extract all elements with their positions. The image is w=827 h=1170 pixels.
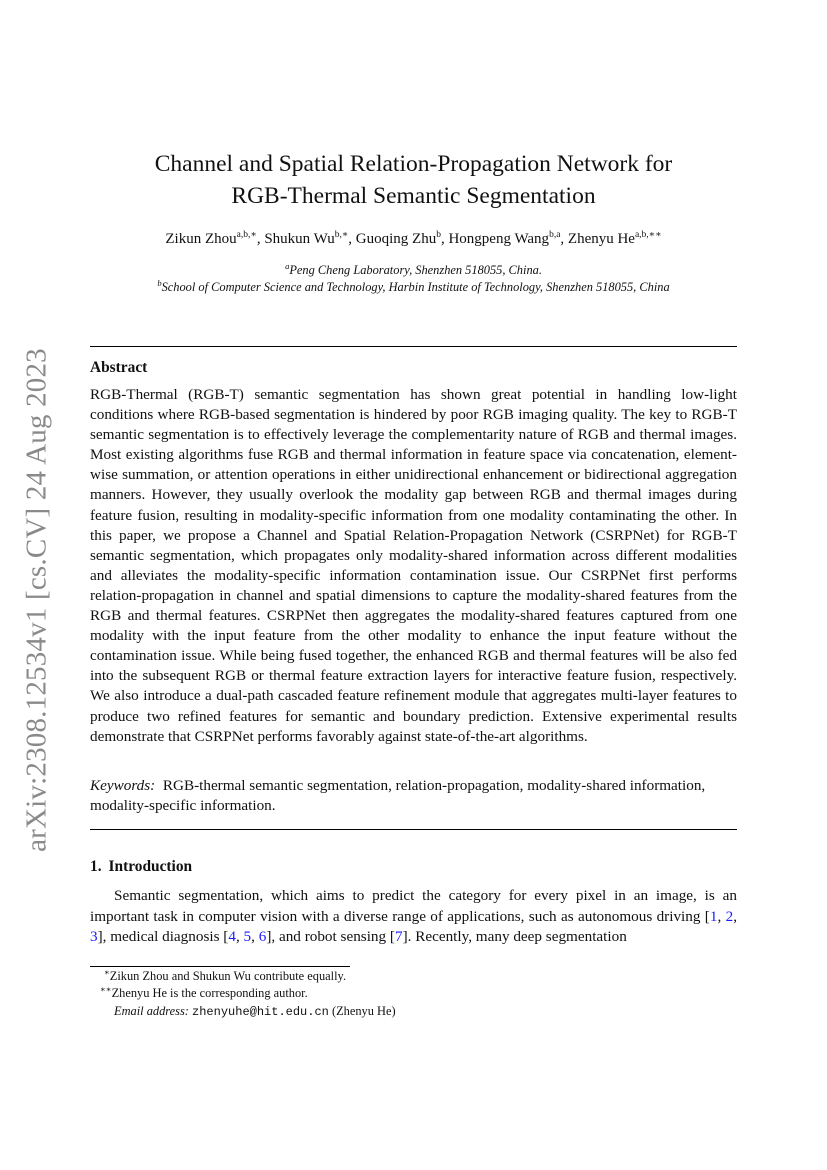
author-affil-mark: b xyxy=(436,230,441,240)
author-separator: , xyxy=(440,231,449,247)
title-line-1: Channel and Spatial Relation-Propagation Network for xyxy=(154,151,673,177)
footnote-mark: ∗ xyxy=(104,967,110,977)
section-heading xyxy=(90,858,192,876)
affiliation-text: Peng Cheng Laboratory, Shenzhen 518055, China. xyxy=(289,263,542,277)
intro-text: Semantic segmentation, which aims to predict the category for every pixel in an image, is an important task in computer vision with a diverse range of applications, such as autonomous driving [ xyxy=(90,887,737,925)
intro-text: ]. Recently, many deep segmentation xyxy=(402,928,627,946)
affiliation-text: School of Computer Science and Technology, Harbin Institute of Technology, Shenzhen 518055, China xyxy=(161,280,670,294)
citation-link[interactable]: 3 xyxy=(90,928,98,946)
intro-text: ], and robot sensing [ xyxy=(266,928,395,946)
author-separator: , xyxy=(348,231,356,247)
author-affil-mark: a,b,∗ xyxy=(236,230,257,240)
author-affil-mark: a,b,∗∗ xyxy=(634,230,662,240)
citation-separator: , xyxy=(235,928,244,946)
intro-text: ], medical diagnosis [ xyxy=(97,928,229,946)
footnote-equal-contribution xyxy=(104,968,396,985)
title-line-2: RGB-Thermal Semantic Segmentation xyxy=(231,183,596,209)
author-affil-mark: b,a xyxy=(549,230,561,240)
author-name: Guoqing Zhu xyxy=(355,231,437,247)
affiliation-a xyxy=(90,263,737,278)
footnote-text: Zikun Zhou and Shukun Wu contribute equally. xyxy=(109,969,347,983)
abstract-top-rule xyxy=(90,346,737,347)
citation-link[interactable]: 2 xyxy=(725,907,734,925)
citation-link[interactable]: 5 xyxy=(243,928,252,946)
footnote-text: Zhenyu He is the corresponding author. xyxy=(111,986,308,1001)
footnotes xyxy=(100,967,396,1021)
footnote-rule xyxy=(90,966,350,967)
citation-separator: , xyxy=(717,907,726,925)
author-name: Zhenyu He xyxy=(567,231,635,247)
citation-separator: , xyxy=(733,907,738,925)
author-name: Hongpeng Wang xyxy=(448,231,550,247)
affiliation-b xyxy=(90,280,737,295)
citation-separator: , xyxy=(251,928,259,946)
author-affil-mark: b,∗ xyxy=(334,230,349,240)
author-separator: , xyxy=(256,231,265,247)
keywords-label: Keywords: xyxy=(90,777,156,794)
keywords-text: RGB-thermal semantic segmentation, relation-propagation, modality-shared information, modality-specific information. xyxy=(90,777,706,815)
footnote-mark: ∗∗ xyxy=(100,984,112,995)
section-number: 1. xyxy=(90,858,102,875)
abstract-text: RGB-Thermal (RGB-T) semantic segmentation has shown great potential in handling low-light conditions where RGB-based segmentation is hindered by poor RGB imaging quality. The key to RGB-T semantic segmentation is to effectively leverage the complementarity nature of RGB and thermal images. Most existing algorithms fuse RGB and thermal information in feature space via concatenation, element-wise summation, or attention operations in either unidirectional enhancement or bidirectional aggregation manners. However, they usually overlook the modality gap between RGB and thermal images during feature fusion, resulting in modality-specific information from one modality contaminating the other. In this paper, we propose a Channel and Spatial Relation-Propagation Network (CSRPNet) for RGB-T semantic segmentation, which propagates only modality-shared information across different modalities and alleviates the modality-specific information contamination issue. Our CSRPNet first performs relation-propagation in channel and spatial dimensions to capture the modality-shared features from the RGB and thermal features. CSRPNet then aggregates the modality-shared features captured from one modality with the input feature from the other modality to enhance the input feature without the contamination issue. While being fused together, the enhanced RGB and thermal features will be also fed into the subsequent RGB or thermal feature extraction layers for interactive feature fusion, respectively. We also introduce a dual-path cascaded feature refinement module that aggregates multi-layer features to produce two refined features for semantic and boundary prediction. Extensive experimental results demonstrate that CSRPNet performs favorably against state-of-the-art algorithms. xyxy=(90,386,737,745)
citation-link[interactable]: 7 xyxy=(394,928,403,946)
arxiv-identifier-stamp xyxy=(20,348,53,852)
intro-paragraph xyxy=(90,886,737,948)
keywords xyxy=(90,776,737,816)
paper-title xyxy=(90,148,737,212)
author-name: Zikun Zhou xyxy=(165,231,237,247)
affiliation-mark: b xyxy=(157,278,162,288)
citation-link[interactable]: 4 xyxy=(228,928,236,946)
email-address[interactable]: zhenyuhe@hit.edu.cn xyxy=(192,1004,329,1019)
footnote-email xyxy=(114,1003,396,1021)
author-separator: , xyxy=(560,231,568,247)
affiliation-mark: a xyxy=(285,261,290,271)
abstract-heading: Abstract xyxy=(90,359,148,376)
arxiv-stamp-text: arXiv:2308.12534v1 [cs.CV] 24 Aug 2023 xyxy=(20,348,53,852)
citation-link[interactable]: 6 xyxy=(258,928,267,946)
email-label: Email address: xyxy=(114,1003,189,1018)
footnote-corresponding-author xyxy=(100,985,396,1002)
email-owner: (Zhenyu He) xyxy=(331,1003,396,1018)
author-list xyxy=(90,231,737,248)
author-name: Shukun Wu xyxy=(264,231,335,247)
section-title: Introduction xyxy=(108,858,193,875)
abstract-bottom-rule xyxy=(90,829,737,830)
citation-link[interactable]: 1 xyxy=(709,907,718,925)
